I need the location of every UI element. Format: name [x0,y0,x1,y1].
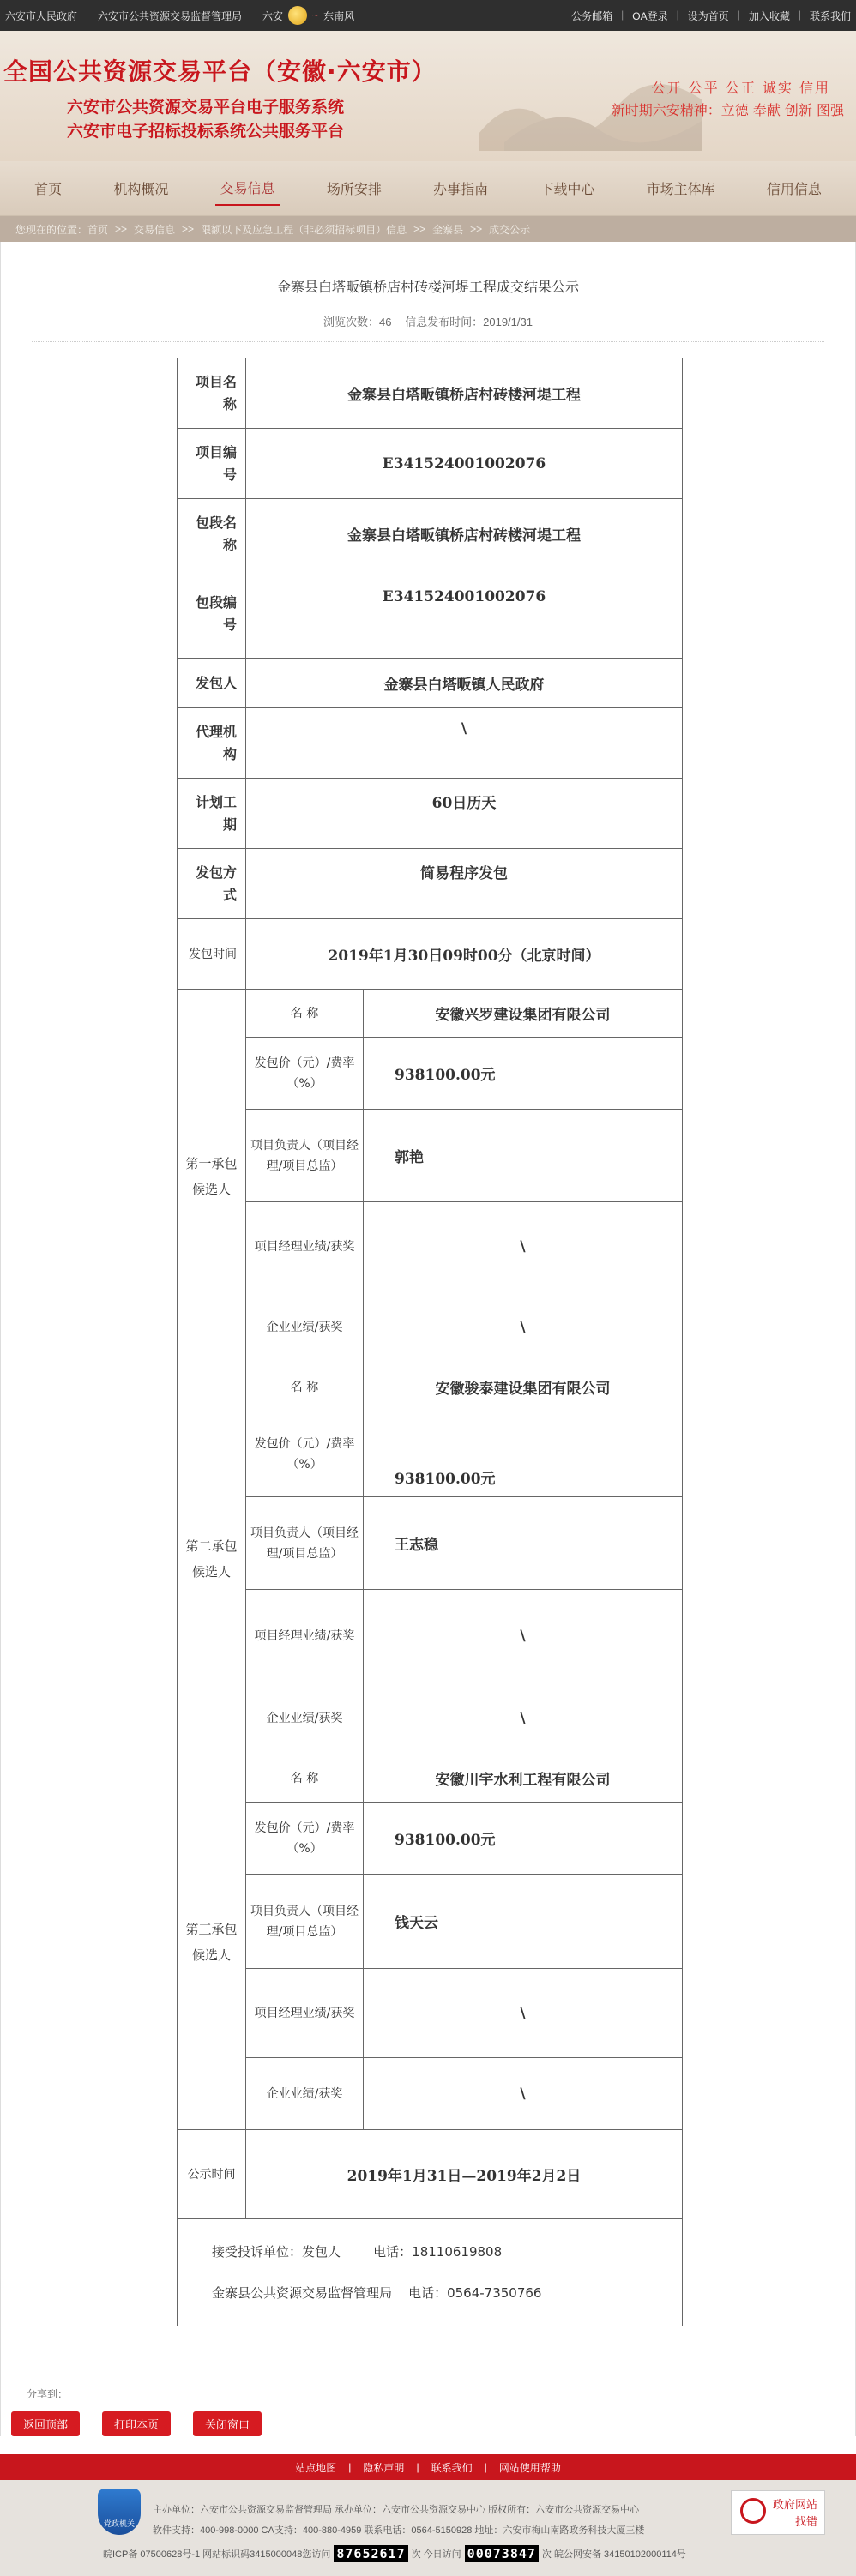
footer-today-label: 次 今日访问 [411,2549,461,2560]
label-manager-perf: 项目经理业绩/获奖 [246,1202,364,1291]
footer-link-sitemap[interactable]: 站点地图 [295,2461,337,2474]
candidate-3-label: 第三承包候选人 [178,1754,246,2130]
footer-icp: 皖ICP备 07500628号-1 网站标识码3415000048您访问 [103,2549,331,2560]
complaint-info [178,2219,683,2326]
link-contact[interactable]: 联系我们 [809,9,851,22]
label-name: 名 称 [246,1363,364,1411]
platform-title: 全国公共资源交易平台（安徽·六安市） [3,57,437,86]
candidate-2-manager: 王志稳 [364,1497,683,1590]
weather-wind: 东南风 [323,9,355,22]
breadcrumb-trade-info[interactable]: 交易信息 [134,223,176,236]
label-company-perf: 企业业绩/获奖 [246,2058,364,2130]
lot-no: E341524001002076 [246,569,683,659]
slogan-principles: 公开 公平 公正 诚实 信用 [651,80,830,96]
label-lot-no: 包段编号 [178,569,246,659]
sun-icon [288,6,307,25]
label-project-name: 项目名称 [178,358,246,429]
label-manager: 项目负责人（项目经理/项目总监） [246,1497,364,1590]
result-table [177,358,683,2326]
nav-trade-info[interactable]: 交易信息 [215,171,280,206]
footer-nav [0,2454,856,2480]
action-buttons [11,2411,855,2436]
footer-stats [103,2545,686,2562]
issue-time: 2019年1月30日09时00分（北京时间） [246,919,683,990]
candidate-3-company-perf: \ [364,2058,683,2130]
label-method: 发包方式 [178,849,246,919]
project-no: E341524001002076 [246,429,683,499]
print-button[interactable]: 打印本页 [102,2411,171,2436]
divider: | [737,8,740,21]
candidate-2-label: 第二承包候选人 [178,1363,246,1754]
label-manager: 项目负责人（项目经理/项目总监） [246,1110,364,1202]
article-content [0,242,856,2436]
article-title: 金寨县白塔畈镇桥店村砖楼河堤工程成交结果公示 [276,279,579,295]
label-time: 发包时间 [178,919,246,990]
weather-temp: ~ [312,9,319,21]
agent: \ [246,708,683,779]
label-owner: 发包人 [178,659,246,708]
platform-subtitle-1: 六安市公共资源交易平台电子服务系统 [67,98,345,117]
notice-time: 2019年1月31日—2019年2月2日 [246,2130,683,2219]
candidate-3-price: 938100.00元 [364,1803,683,1875]
site-header [0,31,856,161]
nav-venue[interactable]: 场所安排 [326,181,382,197]
link-mail[interactable]: 公务邮箱 [571,9,613,22]
owner: 金寨县白塔畈镇人民政府 [246,659,683,708]
complaint-line-2: 金寨县公共资源交易监督管理局 电话：0564-7350766 [212,2285,542,2301]
candidate-1-company-perf: \ [364,1291,683,1363]
divider: | [798,8,801,21]
nav-home[interactable]: 首页 [34,181,63,197]
gov-site-error-badge[interactable] [731,2490,825,2535]
visit-counter: 87652617 [334,2545,407,2562]
label-agent: 代理机构 [178,708,246,779]
complaint-line-1: 接受投诉单位：发包人 电话：18110619808 [212,2244,503,2260]
party-gov-logo[interactable]: 党政机关 [98,2489,141,2535]
divider: | [416,2461,419,2473]
method: 简易程序发包 [246,849,683,919]
label-name: 名 称 [246,990,364,1038]
candidate-2-name: 安徽骏泰建设集团有限公司 [364,1363,683,1411]
share-label: 分享到： [27,2388,69,2400]
footer-link-privacy[interactable]: 隐私声明 [363,2461,405,2474]
nav-guide[interactable]: 办事指南 [433,181,489,197]
divider: | [621,8,624,21]
nav-about[interactable]: 机构概况 [113,181,169,197]
nav-market-entities[interactable]: 市场主体库 [646,181,715,197]
breadcrumb [0,216,856,242]
link-liuan-gov[interactable]: 六安市人民政府 [5,9,78,22]
close-window-button[interactable]: 关闭窗口 [193,2411,262,2436]
label-manager-perf: 项目经理业绩/获奖 [246,1969,364,2058]
breadcrumb-sep: >> [182,223,195,235]
link-oa-login[interactable]: OA登录 [632,9,668,22]
label-project-no: 项目编号 [178,429,246,499]
label-lot-name: 包段名称 [178,499,246,569]
nav-download[interactable]: 下载中心 [540,181,595,197]
period: 60日历天 [246,779,683,849]
lot-name: 金寨县白塔畈镇桥店村砖楼河堤工程 [246,499,683,569]
breadcrumb-current[interactable]: 成交公示 [489,223,531,236]
gov-badge-line-1: 政府网站 [772,2498,817,2511]
candidate-1-manager-perf: \ [364,1202,683,1291]
candidate-2-manager-perf: \ [364,1590,683,1682]
article-meta [32,313,824,342]
candidate-1-price: 938100.00元 [364,1038,683,1110]
magnifier-icon [740,2498,766,2524]
back-to-top-button[interactable]: 返回顶部 [11,2411,80,2436]
label-period: 计划工期 [178,779,246,849]
label-manager-perf: 项目经理业绩/获奖 [246,1590,364,1682]
platform-subtitle-2: 六安市电子招标投标系统公共服务平台 [67,122,345,141]
footer-link-contact[interactable]: 联系我们 [431,2461,473,2474]
breadcrumb-sep: >> [413,223,426,235]
today-counter: 00073847 [465,2545,539,2562]
main-nav [0,161,856,216]
label-price: 发包价（元）/费率（%） [246,1038,364,1110]
label-company-perf: 企业业绩/获奖 [246,1291,364,1363]
candidate-1-manager: 郭艳 [364,1110,683,1202]
label-price: 发包价（元）/费率（%） [246,1803,364,1875]
divider: | [348,2461,352,2473]
link-favorite[interactable]: 加入收藏 [748,9,790,22]
label-price: 发包价（元）/费率（%） [246,1411,364,1497]
candidate-3-name: 安徽川宇水利工程有限公司 [364,1754,683,1803]
footer-support: 软件支持：400-998-0000 CA支持：400-880-4959 联系电话：0564-5150928 地址：六安市梅山南路政务科技大厦三楼 [153,2525,645,2536]
candidate-1-name: 安徽兴罗建设集团有限公司 [364,990,683,1038]
candidate-2-price: 938100.00元 [364,1411,683,1497]
slogan-spirit: 新时期六安精神：立德 奉献 创新 图强 [611,102,844,118]
label-manager: 项目负责人（项目经理/项目总监） [246,1875,364,1969]
footer-sponsor: 主办单位：六安市公共资源交易监督管理局 承办单位：六安市公共资源交易中心 版权所有：六安市公共资源交易中心 [153,2505,640,2515]
candidate-3-manager-perf: \ [364,1969,683,2058]
weather-city: 六安 [262,9,284,22]
label-notice-time: 公示时间 [178,2130,246,2219]
site-footer [0,2480,856,2576]
nav-credit[interactable]: 信用信息 [766,181,822,197]
link-supervision-bureau[interactable]: 六安市公共资源交易监督管理局 [98,9,243,22]
gov-badge-line-2: 找错 [794,2515,817,2528]
footer-link-help[interactable]: 网站使用帮助 [498,2461,561,2474]
footer-police-record[interactable]: 次 皖公网安备 34150102000114号 [541,2549,686,2560]
breadcrumb-category[interactable]: 限额以下及应急工程（非必须招标项目）信息 [201,223,407,236]
divider: | [484,2461,487,2473]
label-company-perf: 企业业绩/获奖 [246,1682,364,1754]
breadcrumb-sep: >> [115,223,128,235]
breadcrumb-home[interactable]: 您现在的位置：首页 [15,223,109,236]
weather-widget [262,6,354,25]
breadcrumb-sep: >> [470,223,483,235]
breadcrumb-county[interactable]: 金寨县 [432,223,464,236]
candidate-2-company-perf: \ [364,1682,683,1754]
divider: | [676,8,679,21]
candidate-1-label: 第一承包候选人 [178,990,246,1363]
project-name: 金寨县白塔畈镇桥店村砖楼河堤工程 [246,358,683,429]
candidate-3-manager: 钱天云 [364,1875,683,1969]
publish-date: 信息发布时间：2019/1/31 [405,316,533,328]
link-set-home[interactable]: 设为首页 [687,9,729,22]
top-bar [0,0,856,31]
view-count: 浏览次数：46 [323,316,392,328]
label-name: 名 称 [246,1754,364,1803]
